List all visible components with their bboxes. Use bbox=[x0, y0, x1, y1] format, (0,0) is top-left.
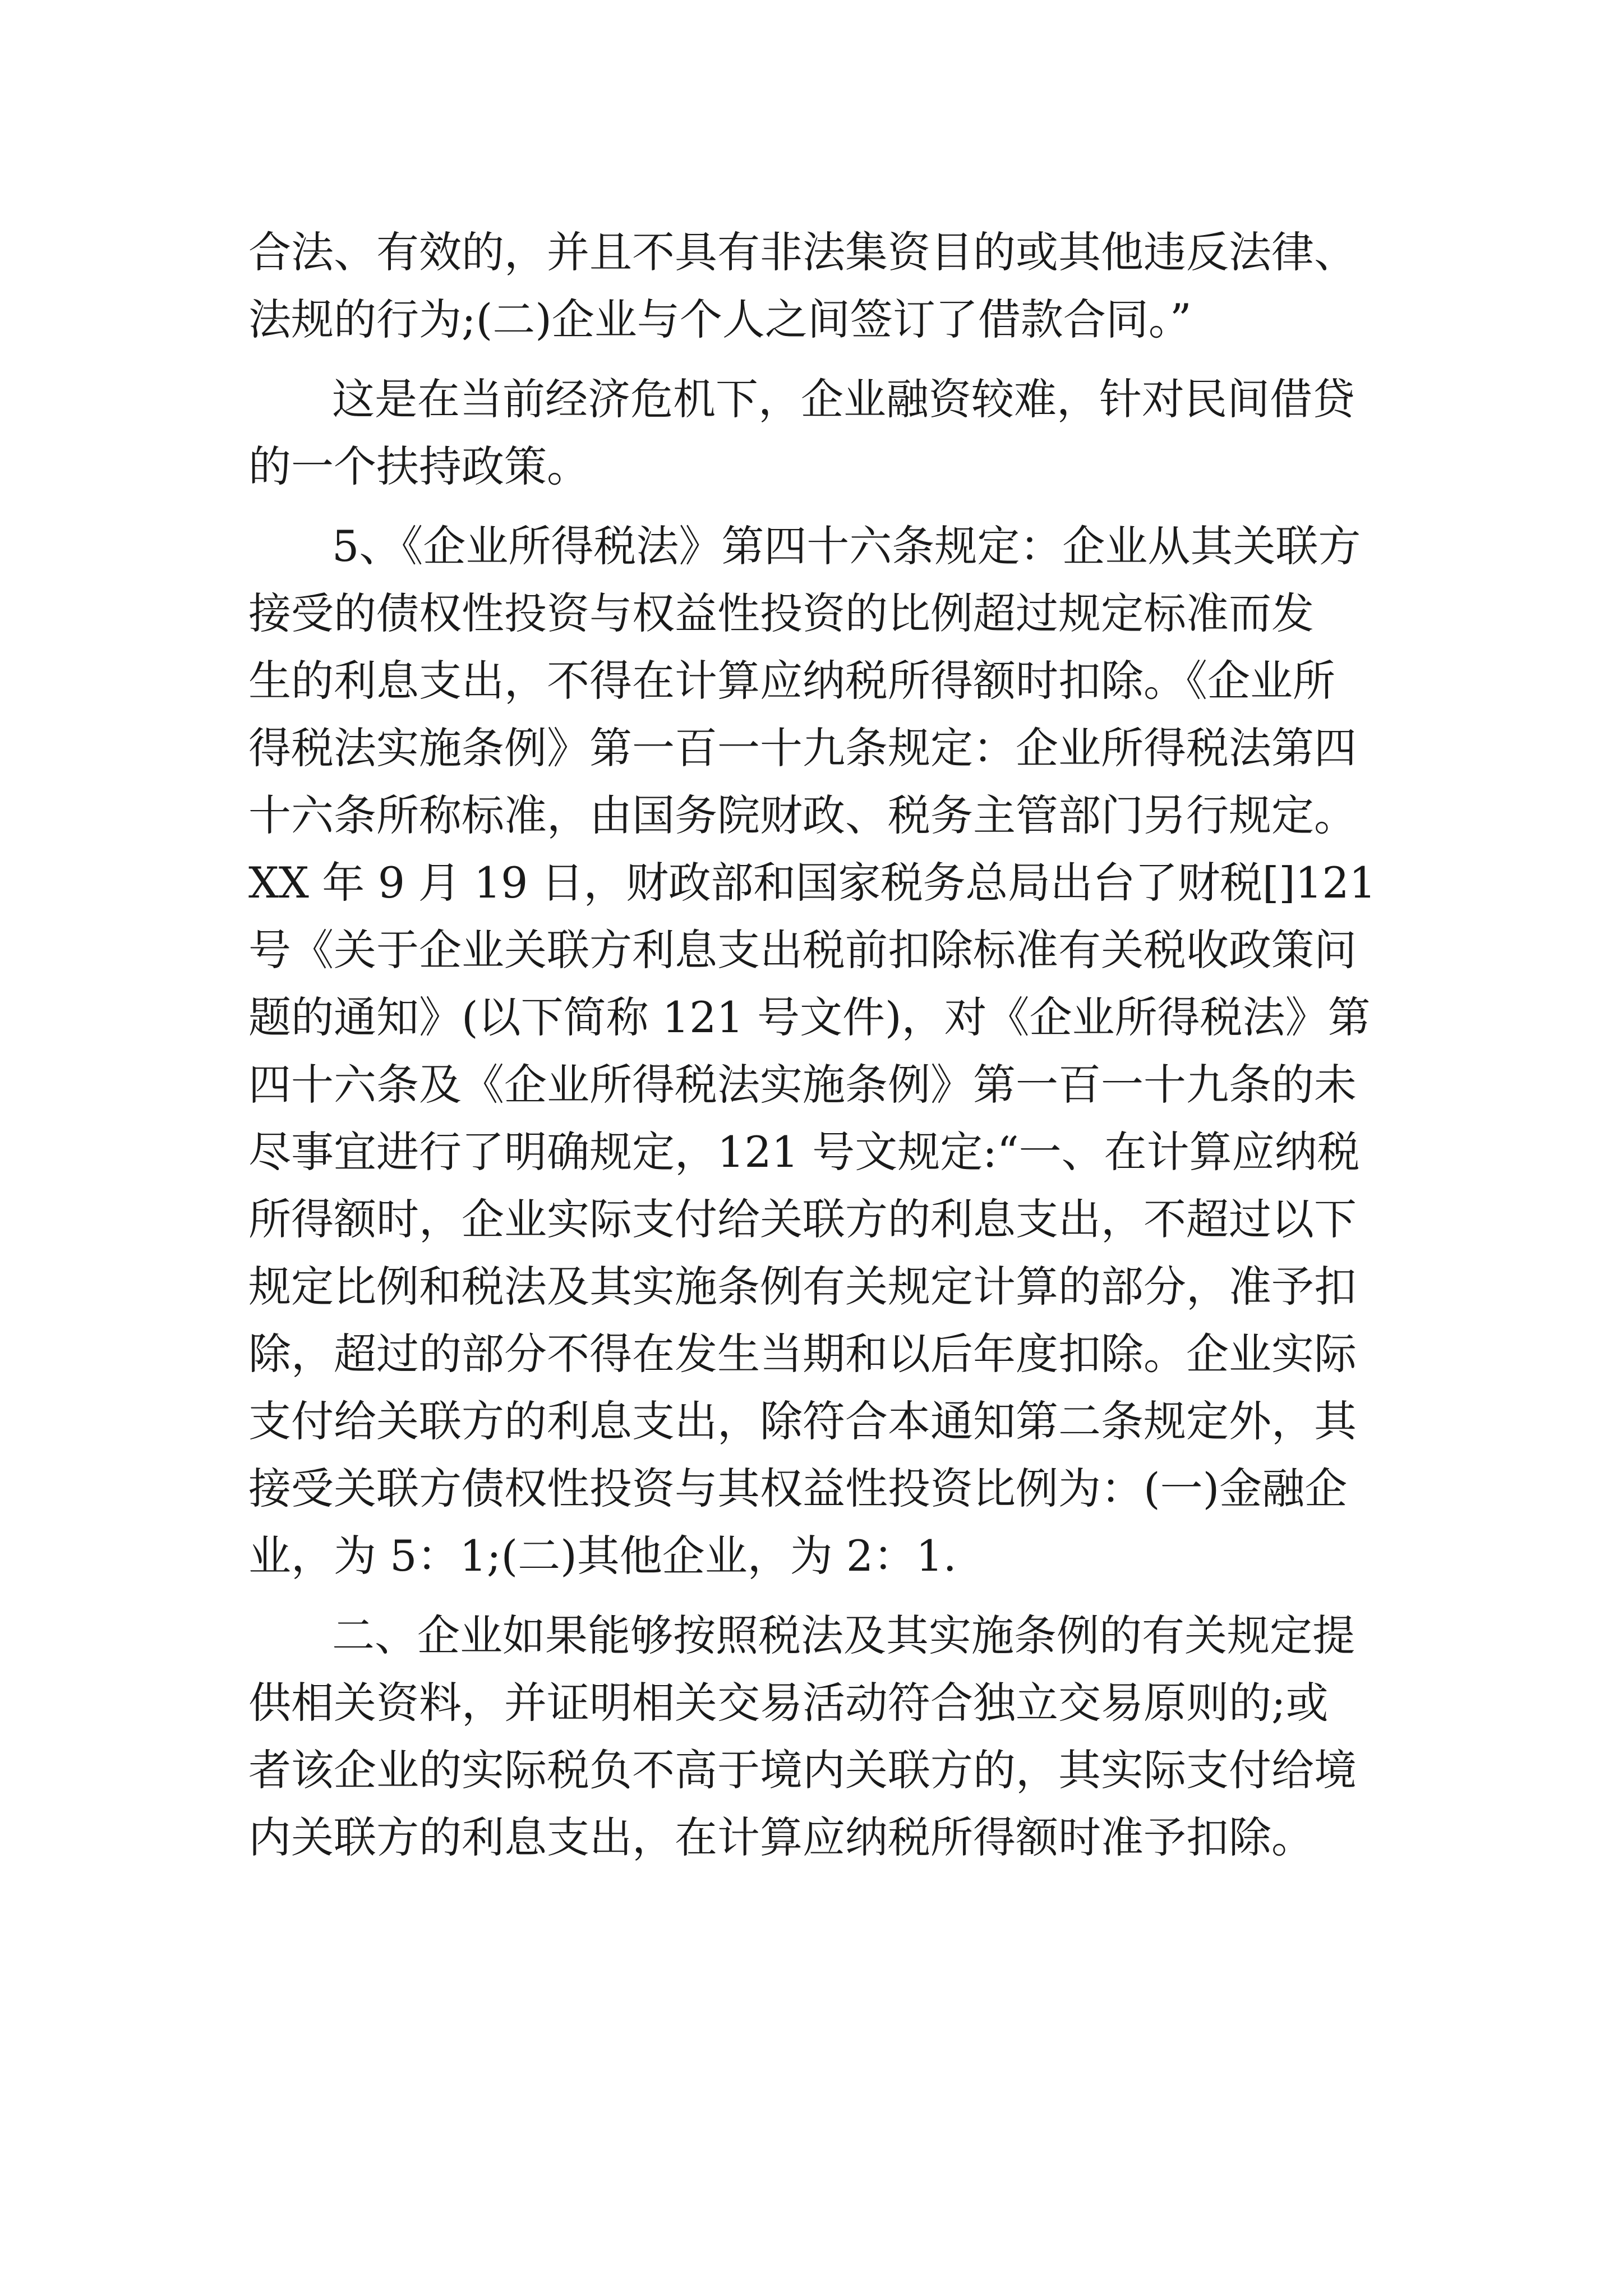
text-line: XX 年 9 月 19 日，财政部和国家税务总局出台了财税[]121 bbox=[248, 858, 1376, 908]
text-line: 的一个扶持政策。 bbox=[248, 441, 589, 491]
text-line: 生的利息支出，不得在计算应纳税所得额时扣除。《企业所 bbox=[248, 656, 1335, 706]
text-line: 合法、有效的，并且不具有非法集资目的或其他违反法律、 bbox=[248, 227, 1357, 277]
text-line: 得税法实施条例》第一百一十九条规定：企业所得税法第四 bbox=[248, 723, 1357, 773]
text-line: 内关联方的利息支出，在计算应纳税所得额时准予扣除。 bbox=[248, 1812, 1314, 1862]
text-line: 5、《企业所得税法》第四十六条规定：企业从其关联方 bbox=[332, 521, 1361, 571]
text-line: 除，超过的部分不得在发生当期和以后年度扣除。企业实际 bbox=[248, 1329, 1357, 1379]
text-line: 所得额时，企业实际支付给关联方的利息支出，不超过以下 bbox=[248, 1194, 1357, 1244]
text-line: 支付给关联方的利息支出，除符合本通知第二条规定外，其 bbox=[248, 1396, 1357, 1446]
text-line: 十六条所称标准，由国务院财政、税务主管部门另行规定。 bbox=[248, 790, 1357, 840]
text-line: 四十六条及《企业所得税法实施条例》第一百一十九条的未 bbox=[248, 1060, 1357, 1110]
text-line: 业，为 5：1;(二)其他企业，为 2：1. bbox=[248, 1531, 957, 1581]
text-line: 法规的行为;(二)企业与个人之间签订了借款合同。” bbox=[248, 295, 1192, 344]
text-line: 规定比例和税法及其实施条例有关规定计算的部分，准予扣 bbox=[248, 1262, 1357, 1312]
text-line: 者该企业的实际税负不高于境内关联方的，其实际支付给境 bbox=[248, 1745, 1357, 1795]
text-line: 号《关于企业关联方利息支出税前扣除标准有关税收政策问 bbox=[248, 925, 1357, 975]
text-line: 题的通知》(以下简称 121 号文件)，对《企业所得税法》第 bbox=[248, 992, 1371, 1042]
text-line: 接受的债权性投资与权益性投资的比例超过规定标准而发 bbox=[248, 588, 1314, 638]
text-line: 这是在当前经济危机下，企业融资较难，针对民间借贷 bbox=[332, 374, 1355, 424]
text-line: 供相关资料，并证明相关交易活动符合独立交易原则的;或 bbox=[248, 1678, 1329, 1728]
text-line: 二、企业如果能够按照税法及其实施条例的有关规定提 bbox=[332, 1611, 1355, 1660]
text-line: 接受关联方债权性投资与其权益性投资比例为：(一)金融企 bbox=[248, 1464, 1348, 1513]
text-line: 尽事宜进行了明确规定，121 号文规定:“一、在计算应纳税 bbox=[248, 1127, 1360, 1177]
